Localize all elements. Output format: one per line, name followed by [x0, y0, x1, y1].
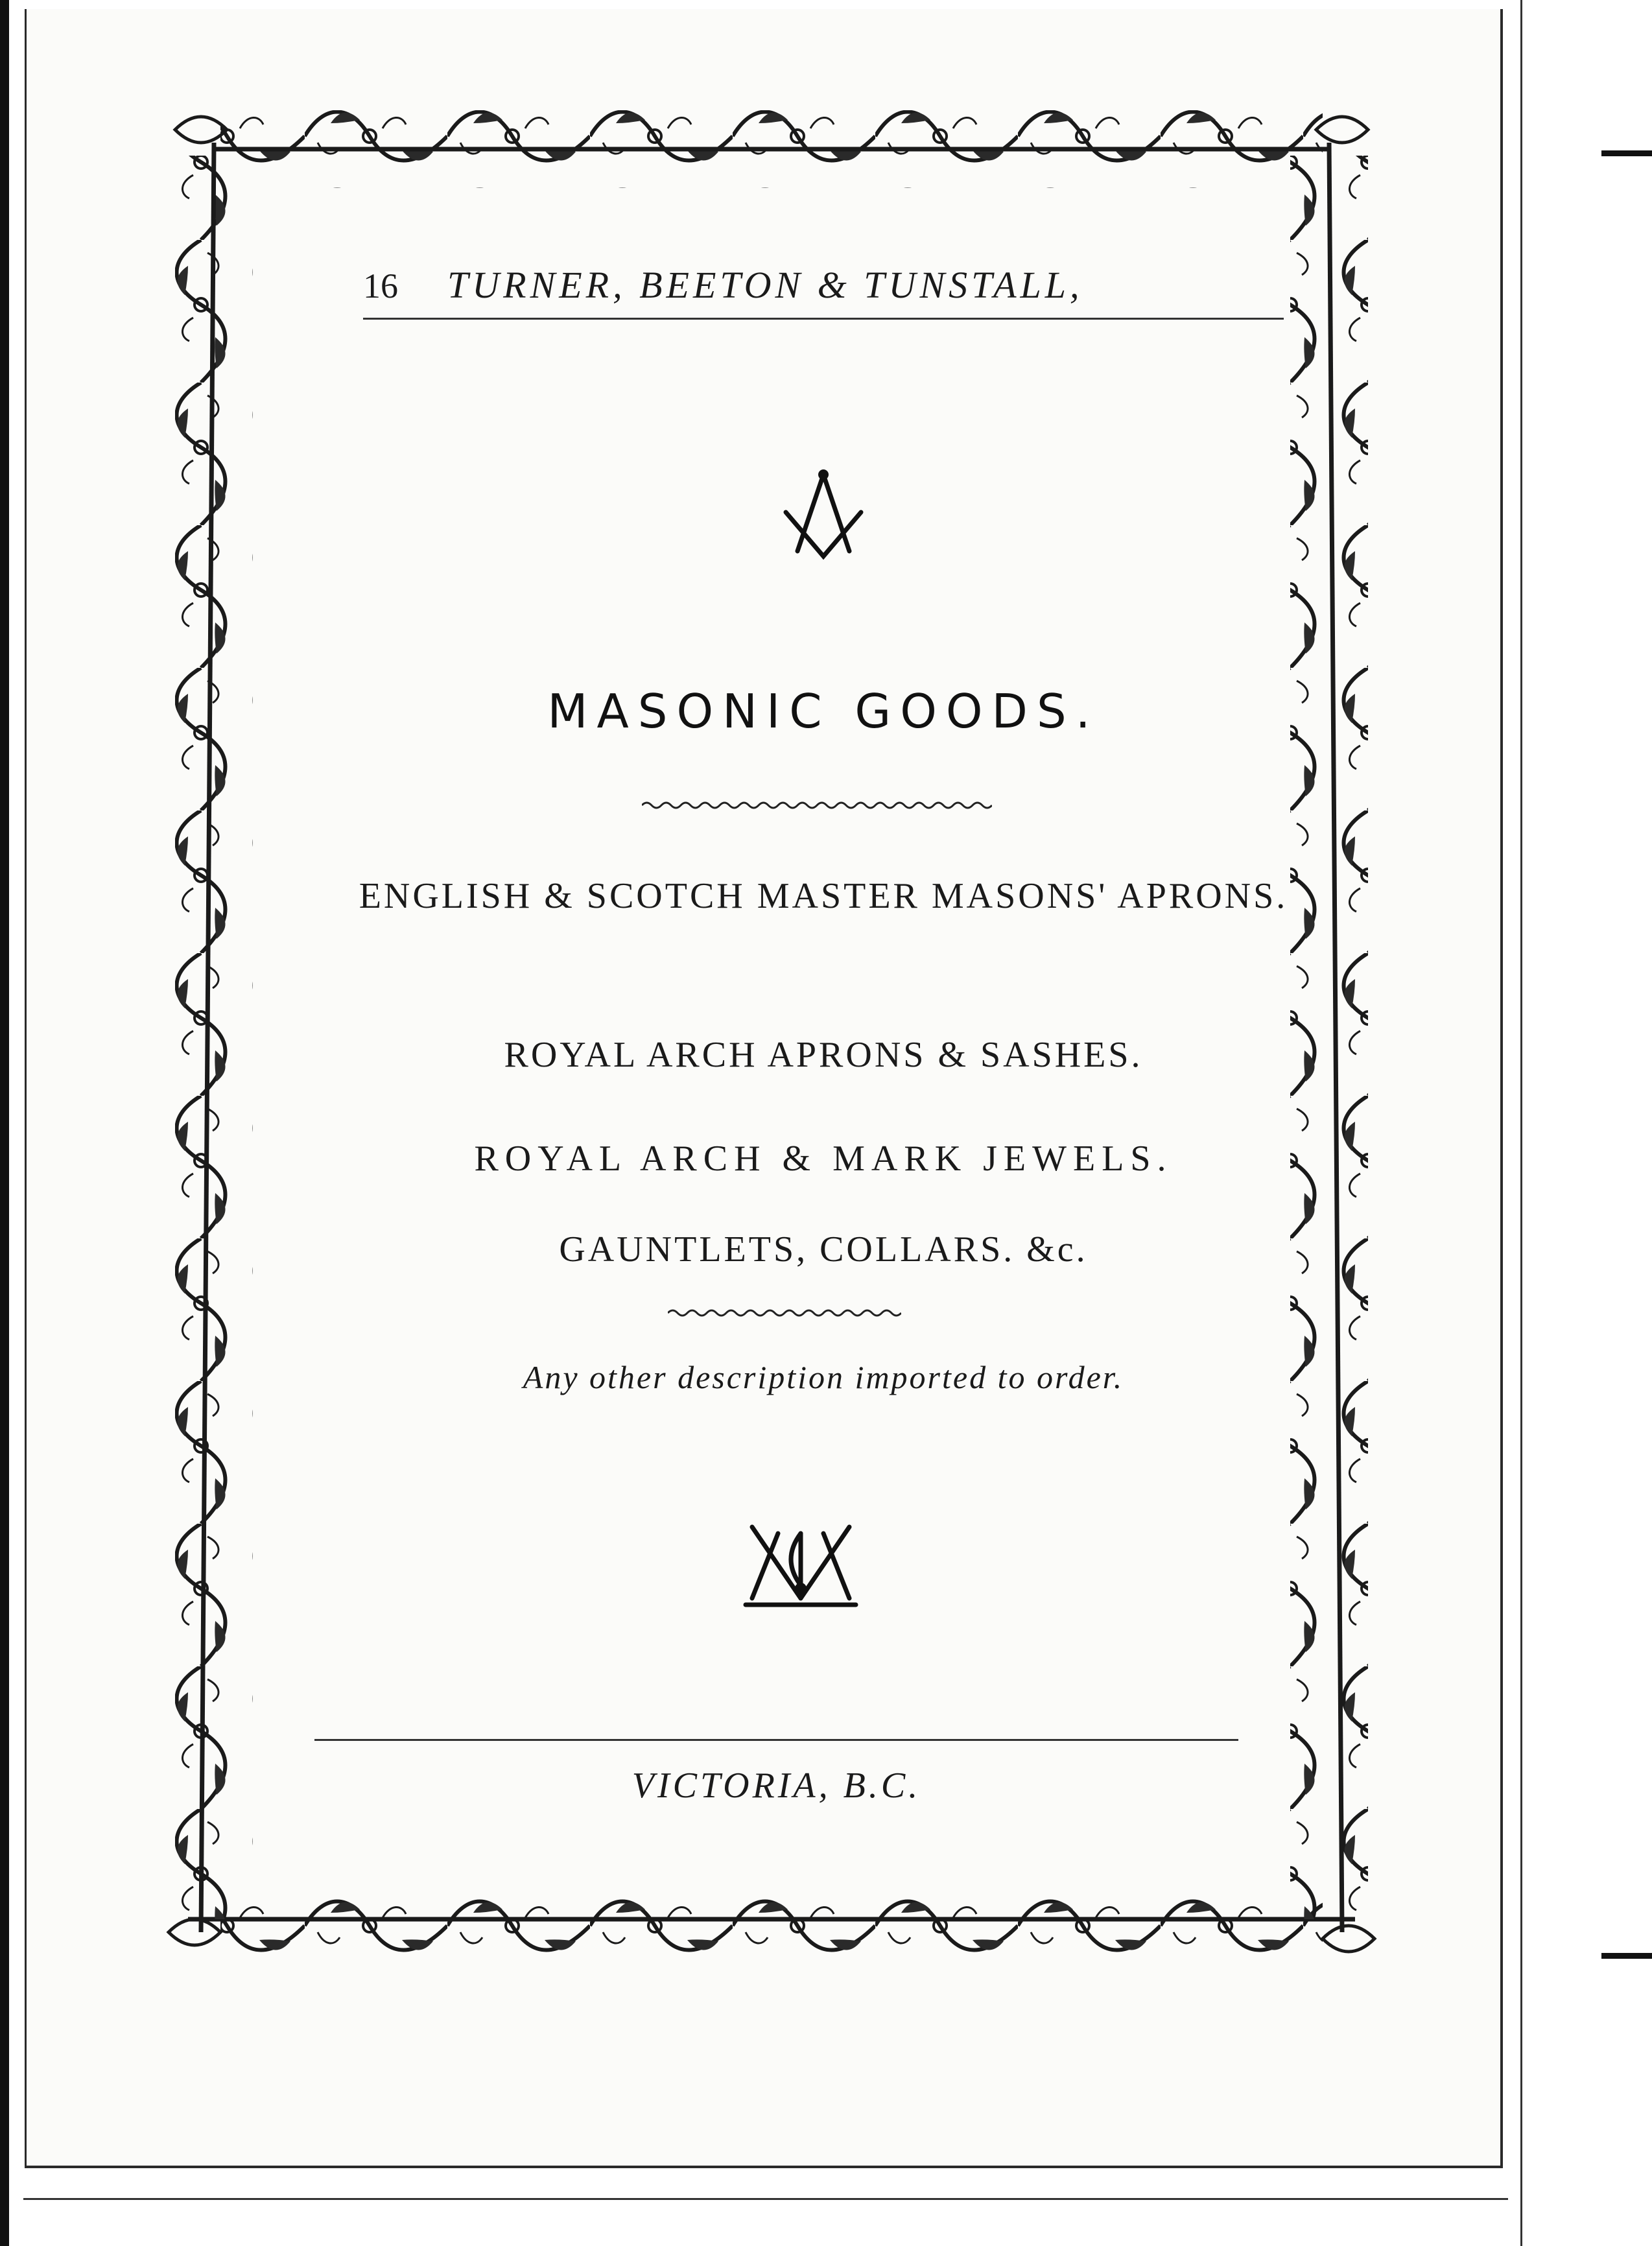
list-item: ROYAL ARCH APRONS & SASHES.: [504, 1035, 1143, 1075]
running-head: [363, 253, 1284, 320]
footnote: Any other description imported to order.: [523, 1359, 1124, 1395]
bleed-tick-top: [1601, 150, 1652, 156]
page-gutter-line: [1520, 0, 1522, 2246]
wavy-divider: [642, 799, 992, 812]
compasses-and-level-icon: [739, 1520, 862, 1614]
footer-place: VICTORIA, B.C.: [631, 1766, 921, 1806]
publisher-name: TURNER, BEETON & TUNSTALL,: [447, 264, 1083, 306]
scan-left-edge: [0, 0, 9, 2246]
section-title: MASONIC GOODS.: [547, 684, 1100, 739]
list-item: ROYAL ARCH & MARK JEWELS.: [474, 1139, 1173, 1179]
bleed-tick-bottom: [1601, 1953, 1652, 1959]
page-number: 16: [363, 266, 398, 305]
list-item: GAUNTLETS, COLLARS. &c.: [559, 1229, 1088, 1270]
wavy-divider: [668, 1306, 901, 1319]
list-item: ENGLISH & SCOTCH MASTER MASONS' APRONS.: [359, 876, 1288, 916]
square-and-compasses-icon: [778, 467, 869, 564]
footer-rule: [314, 1739, 1238, 1741]
bottom-edge-line: [23, 2198, 1508, 2200]
